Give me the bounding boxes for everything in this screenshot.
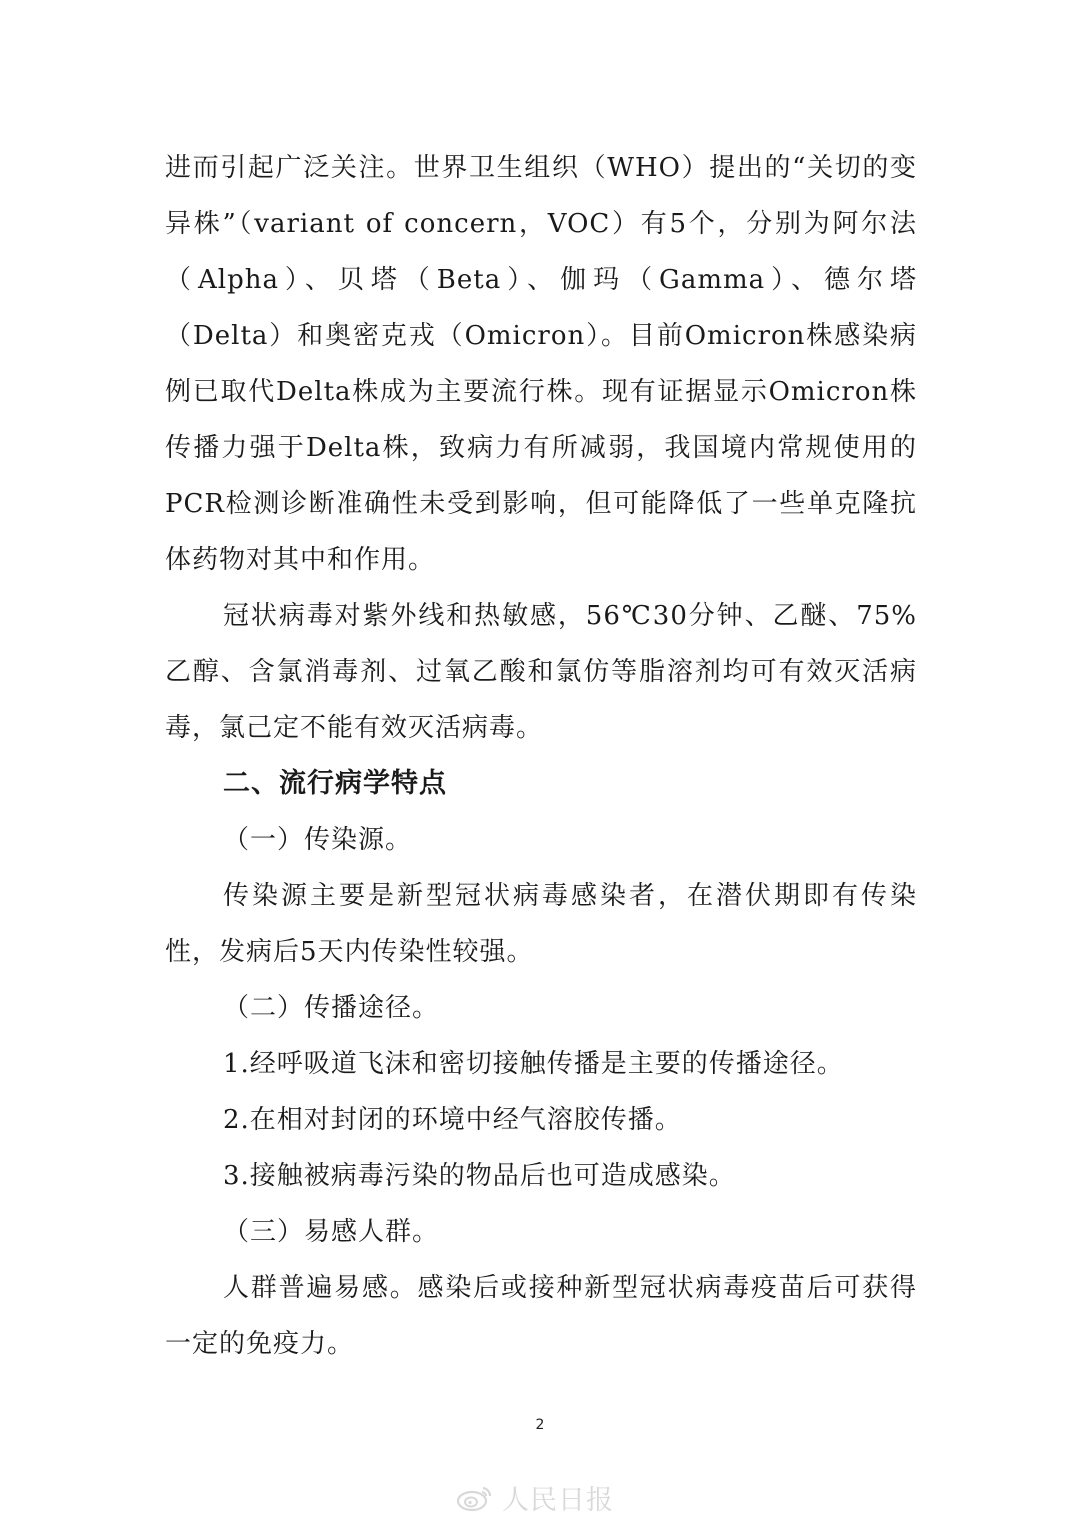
page-number: 2	[535, 1417, 545, 1433]
section-heading-epidemiology: 二、流行病学特点	[223, 768, 447, 799]
paragraph-inactivation: 冠状病毒对紫外线和热敏感，56℃30分钟、乙醚、75%乙醇、含氯消毒剂、过氧乙酸和氯仿等脂溶剂均可有效灭活病毒，氯己定不能有效灭活病毒。	[165, 601, 917, 743]
paragraph-susceptible: 人群普遍易感。感染后或接种新型冠状病毒疫苗后可获得一定的免疫力。	[165, 1273, 917, 1359]
list-item-transmission-2: 2.在相对封闭的环境中经气溶胶传播。	[223, 1105, 682, 1135]
watermark-text: 人民日报	[502, 1485, 614, 1516]
subheading-infection-source: （一）传染源。	[223, 825, 413, 855]
list-item-transmission-1: 1.经呼吸道飞沫和密切接触传播是主要的传播途径。	[223, 1049, 844, 1079]
paragraph-variants: 进而引起广泛关注。世界卫生组织（WHO）提出的“关切的变异株”（variant of concern，VOC）有5个，分别为阿尔法（Alpha）、贝塔（Beta）、伽玛（Gamma）、德尔塔（Delta）和奥密克戎（Omicron）。目前Omicron株感染病例已取代Delta株成为主要流行株。现有证据显示Omicron株传播力强于Delta株，致病力有所减弱，我国境内常规使用的PCR检测诊断准确性未受到影响，但可能降低了一些单克隆抗体药物对其中和作用。	[165, 153, 917, 575]
watermark	[456, 1478, 614, 1517]
subheading-transmission: （二）传播途径。	[223, 993, 440, 1023]
list-item-transmission-3: 3.接触被病毒污染的物品后也可造成感染。	[223, 1161, 736, 1191]
weibo-icon	[456, 1484, 494, 1512]
subheading-susceptible: （三）易感人群。	[223, 1217, 440, 1247]
paragraph-infection-source: 传染源主要是新型冠状病毒感染者，在潜伏期即有传染性，发病后5天内传染性较强。	[165, 881, 917, 967]
document-body	[165, 140, 917, 1372]
